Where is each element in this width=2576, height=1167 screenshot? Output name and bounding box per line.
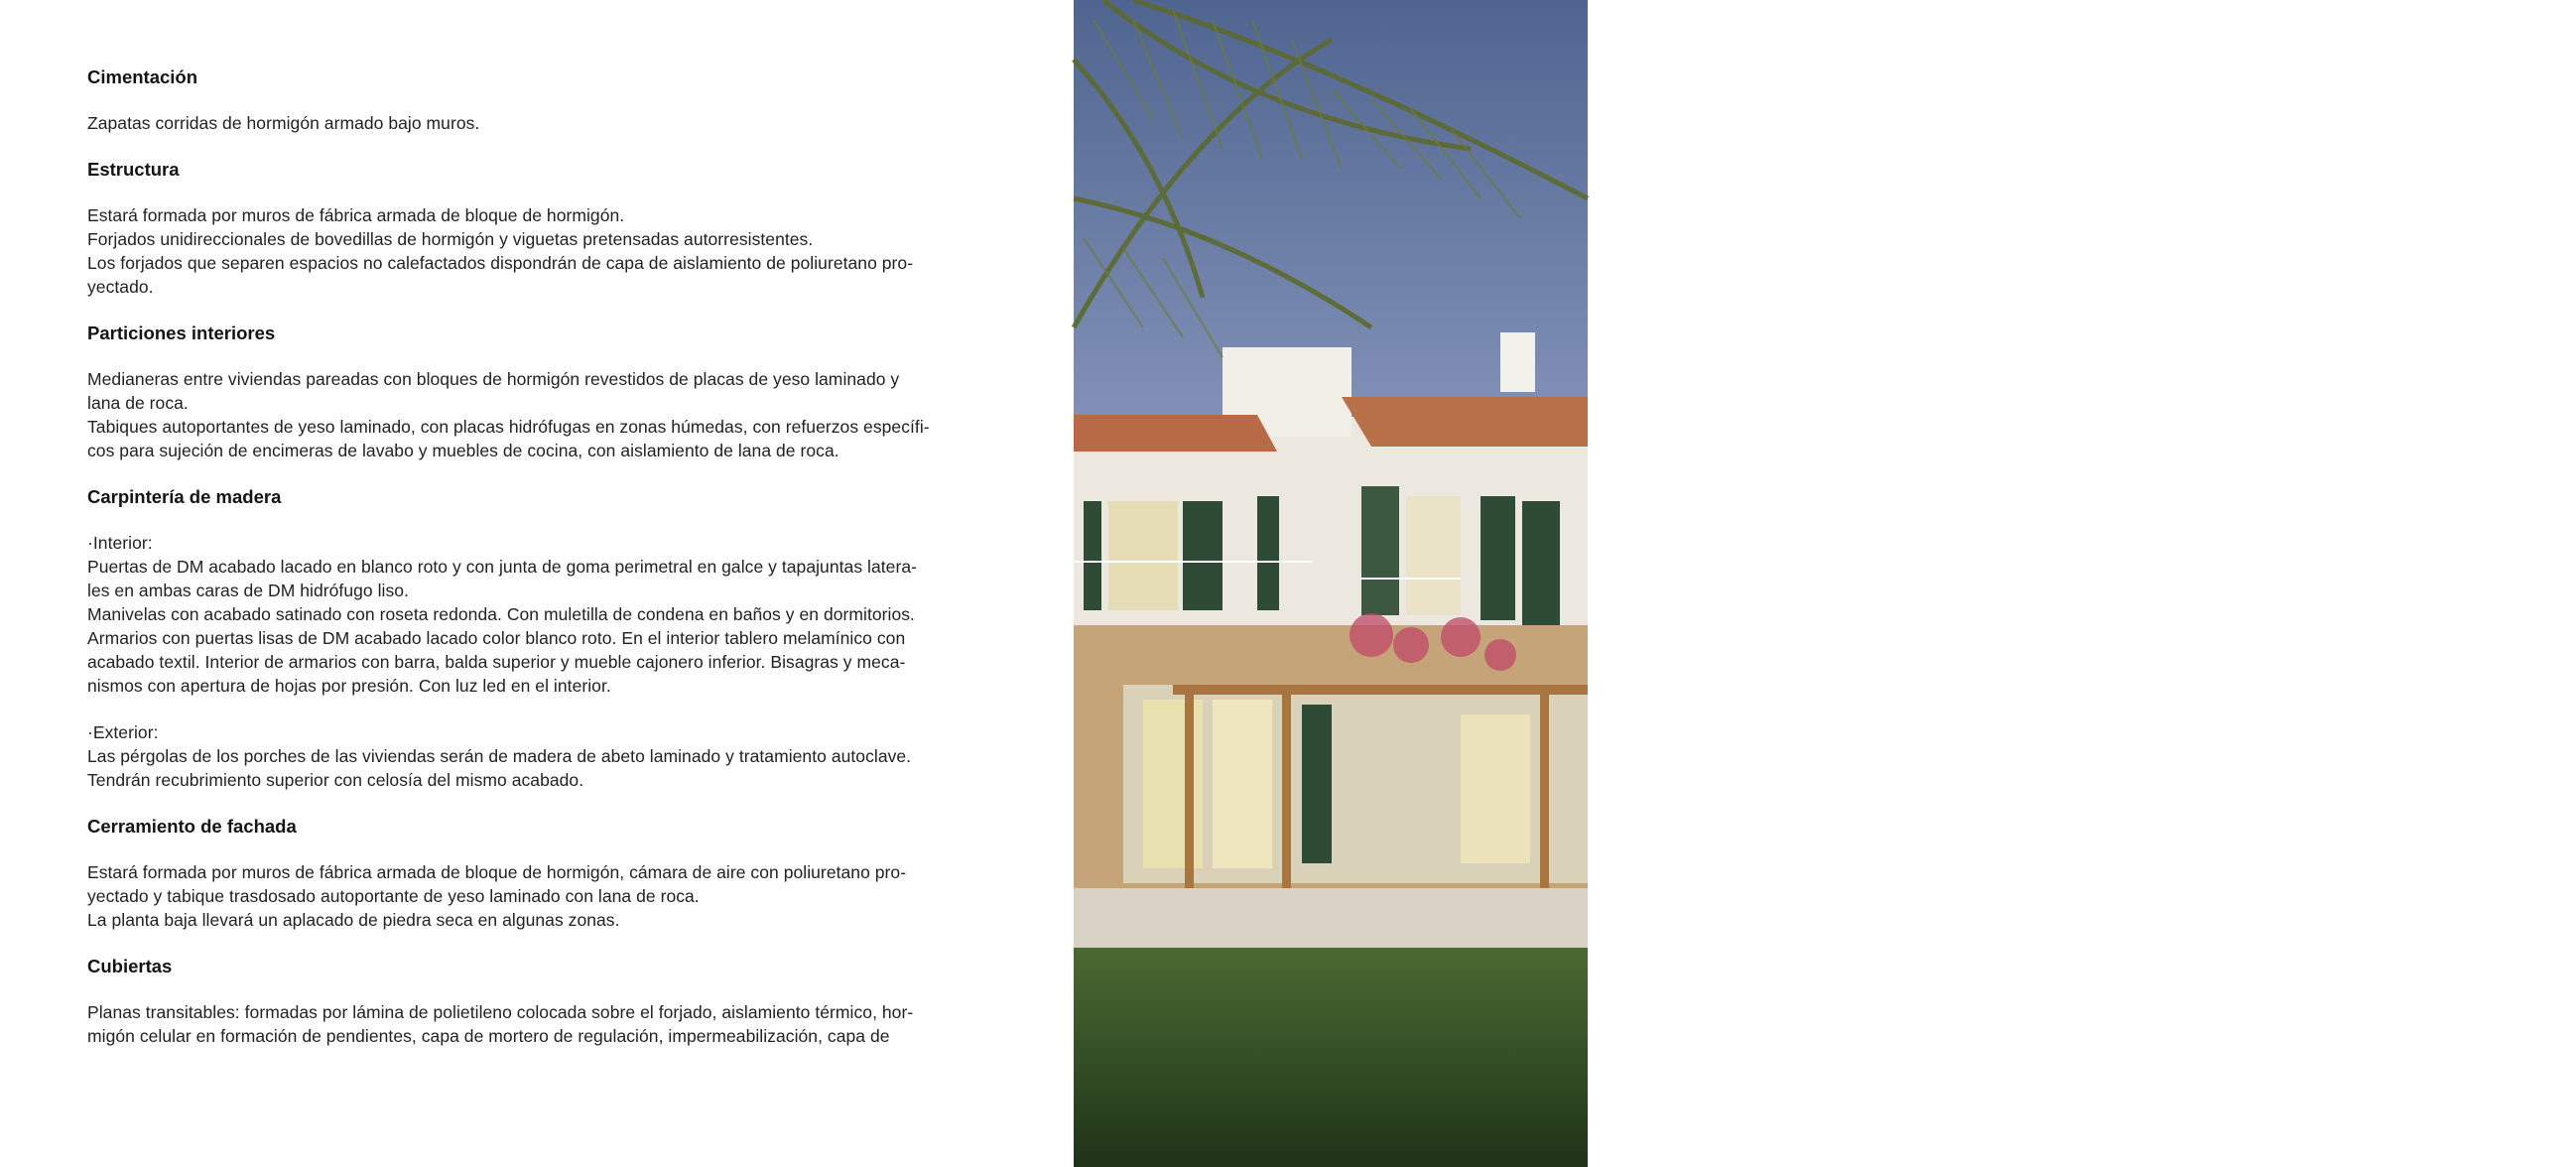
text-line: Zapatas corridas de hormigón armado bajo muros. [87,113,480,133]
section-title: Cerramiento de fachada [87,816,297,837]
section-title: Particiones interiores [87,323,276,343]
text-line: yectado. [87,277,154,297]
section-paragraph [87,111,970,135]
text-line: Planas transitables: formadas por lámina de polietileno colocada sobre el forjado, aislamiento térmico, hor- [87,1002,914,1022]
text-line: Tendrán recubrimiento superior con celosía del mismo acabado. [87,770,584,790]
text-line: cos para sujeción de encimeras de lavabo y muebles de cocina, con aislamiento de lana de roca. [87,441,839,460]
text-line: migón celular en formación de pendientes, capa de mortero de regulación, impermeabilización, capa de [87,1026,890,1046]
section-paragraph [87,203,970,299]
roof-left [1074,415,1277,452]
section-paragraph [87,531,970,698]
text-line: nismos con apertura de hojas por presión. Con luz led en el interior. [87,676,611,696]
brand-logo: Cumbres del Tosalet [2468,70,2570,156]
text-line: Armarios con puertas lisas de DM acabado lacado color blanco roto. En el interior tablero melamínico con [87,628,906,648]
text-line: Forjados unidireccionales de bovedillas de hormigón y viguetas pretensadas autorresistentes. [87,229,814,249]
terrace [1074,888,1588,958]
chimney [1500,332,1535,392]
text-line: lana de roca. [87,393,189,413]
text-line: Medianeras entre viviendas pareadas con bloques de hormigón revestidos de placas de yeso laminado y [87,369,900,389]
text-line: Los forjados que separen espacios no calefactados dispondrán de capa de aislamiento de poliuretano pro- [87,253,914,273]
text-line: les en ambas caras de DM hidrófugo liso. [87,581,409,600]
section-title: Carpintería de madera [87,486,282,507]
document-body [87,65,970,1071]
section-title: Cubiertas [87,956,173,976]
text-line: Tabiques autoportantes de yeso laminado, con placas hidrófugas en zonas húmedas, con refuerzos específi- [87,417,930,437]
house-illustration [1074,0,1588,1167]
roof-right [1342,397,1588,447]
text-line: La planta baja llevará un aplacado de piedra seca en algunas zonas. [87,910,620,930]
section-title: Cimentación [87,66,198,87]
text-line: Puertas de DM acabado lacado en blanco roto y con junta de goma perimetral en galce y tapajuntas latera- [87,557,917,577]
text-line: yectado y tabique trasdosado autoportante de yeso laminado con lana de roca. [87,886,700,906]
text-line: ·Interior: [87,533,153,553]
text-line: acabado textil. Interior de armarios con barra, balda superior y mueble cajonero inferior. Bisagras y meca- [87,652,906,672]
lawn [1074,948,1588,1167]
section-paragraph [87,367,970,462]
text-line: Manivelas con acabado satinado con roseta redonda. Con muletilla de condena en baños y en dormitorios. [87,604,915,624]
text-line: Estará formada por muros de fábrica armada de bloque de hormigón, cámara de aire con poliuretano pro- [87,862,907,882]
text-line: Las pérgolas de los porches de las viviendas serán de madera de abeto laminado y tratamiento autoclave. [87,746,912,766]
text-line: Estará formada por muros de fábrica armada de bloque de hormigón. [87,205,625,225]
text-line: ·Exterior: [87,722,159,742]
section-paragraph [87,860,970,932]
section-title: Estructura [87,159,180,180]
section-paragraph [87,720,970,792]
section-paragraph [87,1000,970,1048]
house-photo [1074,0,2570,1167]
